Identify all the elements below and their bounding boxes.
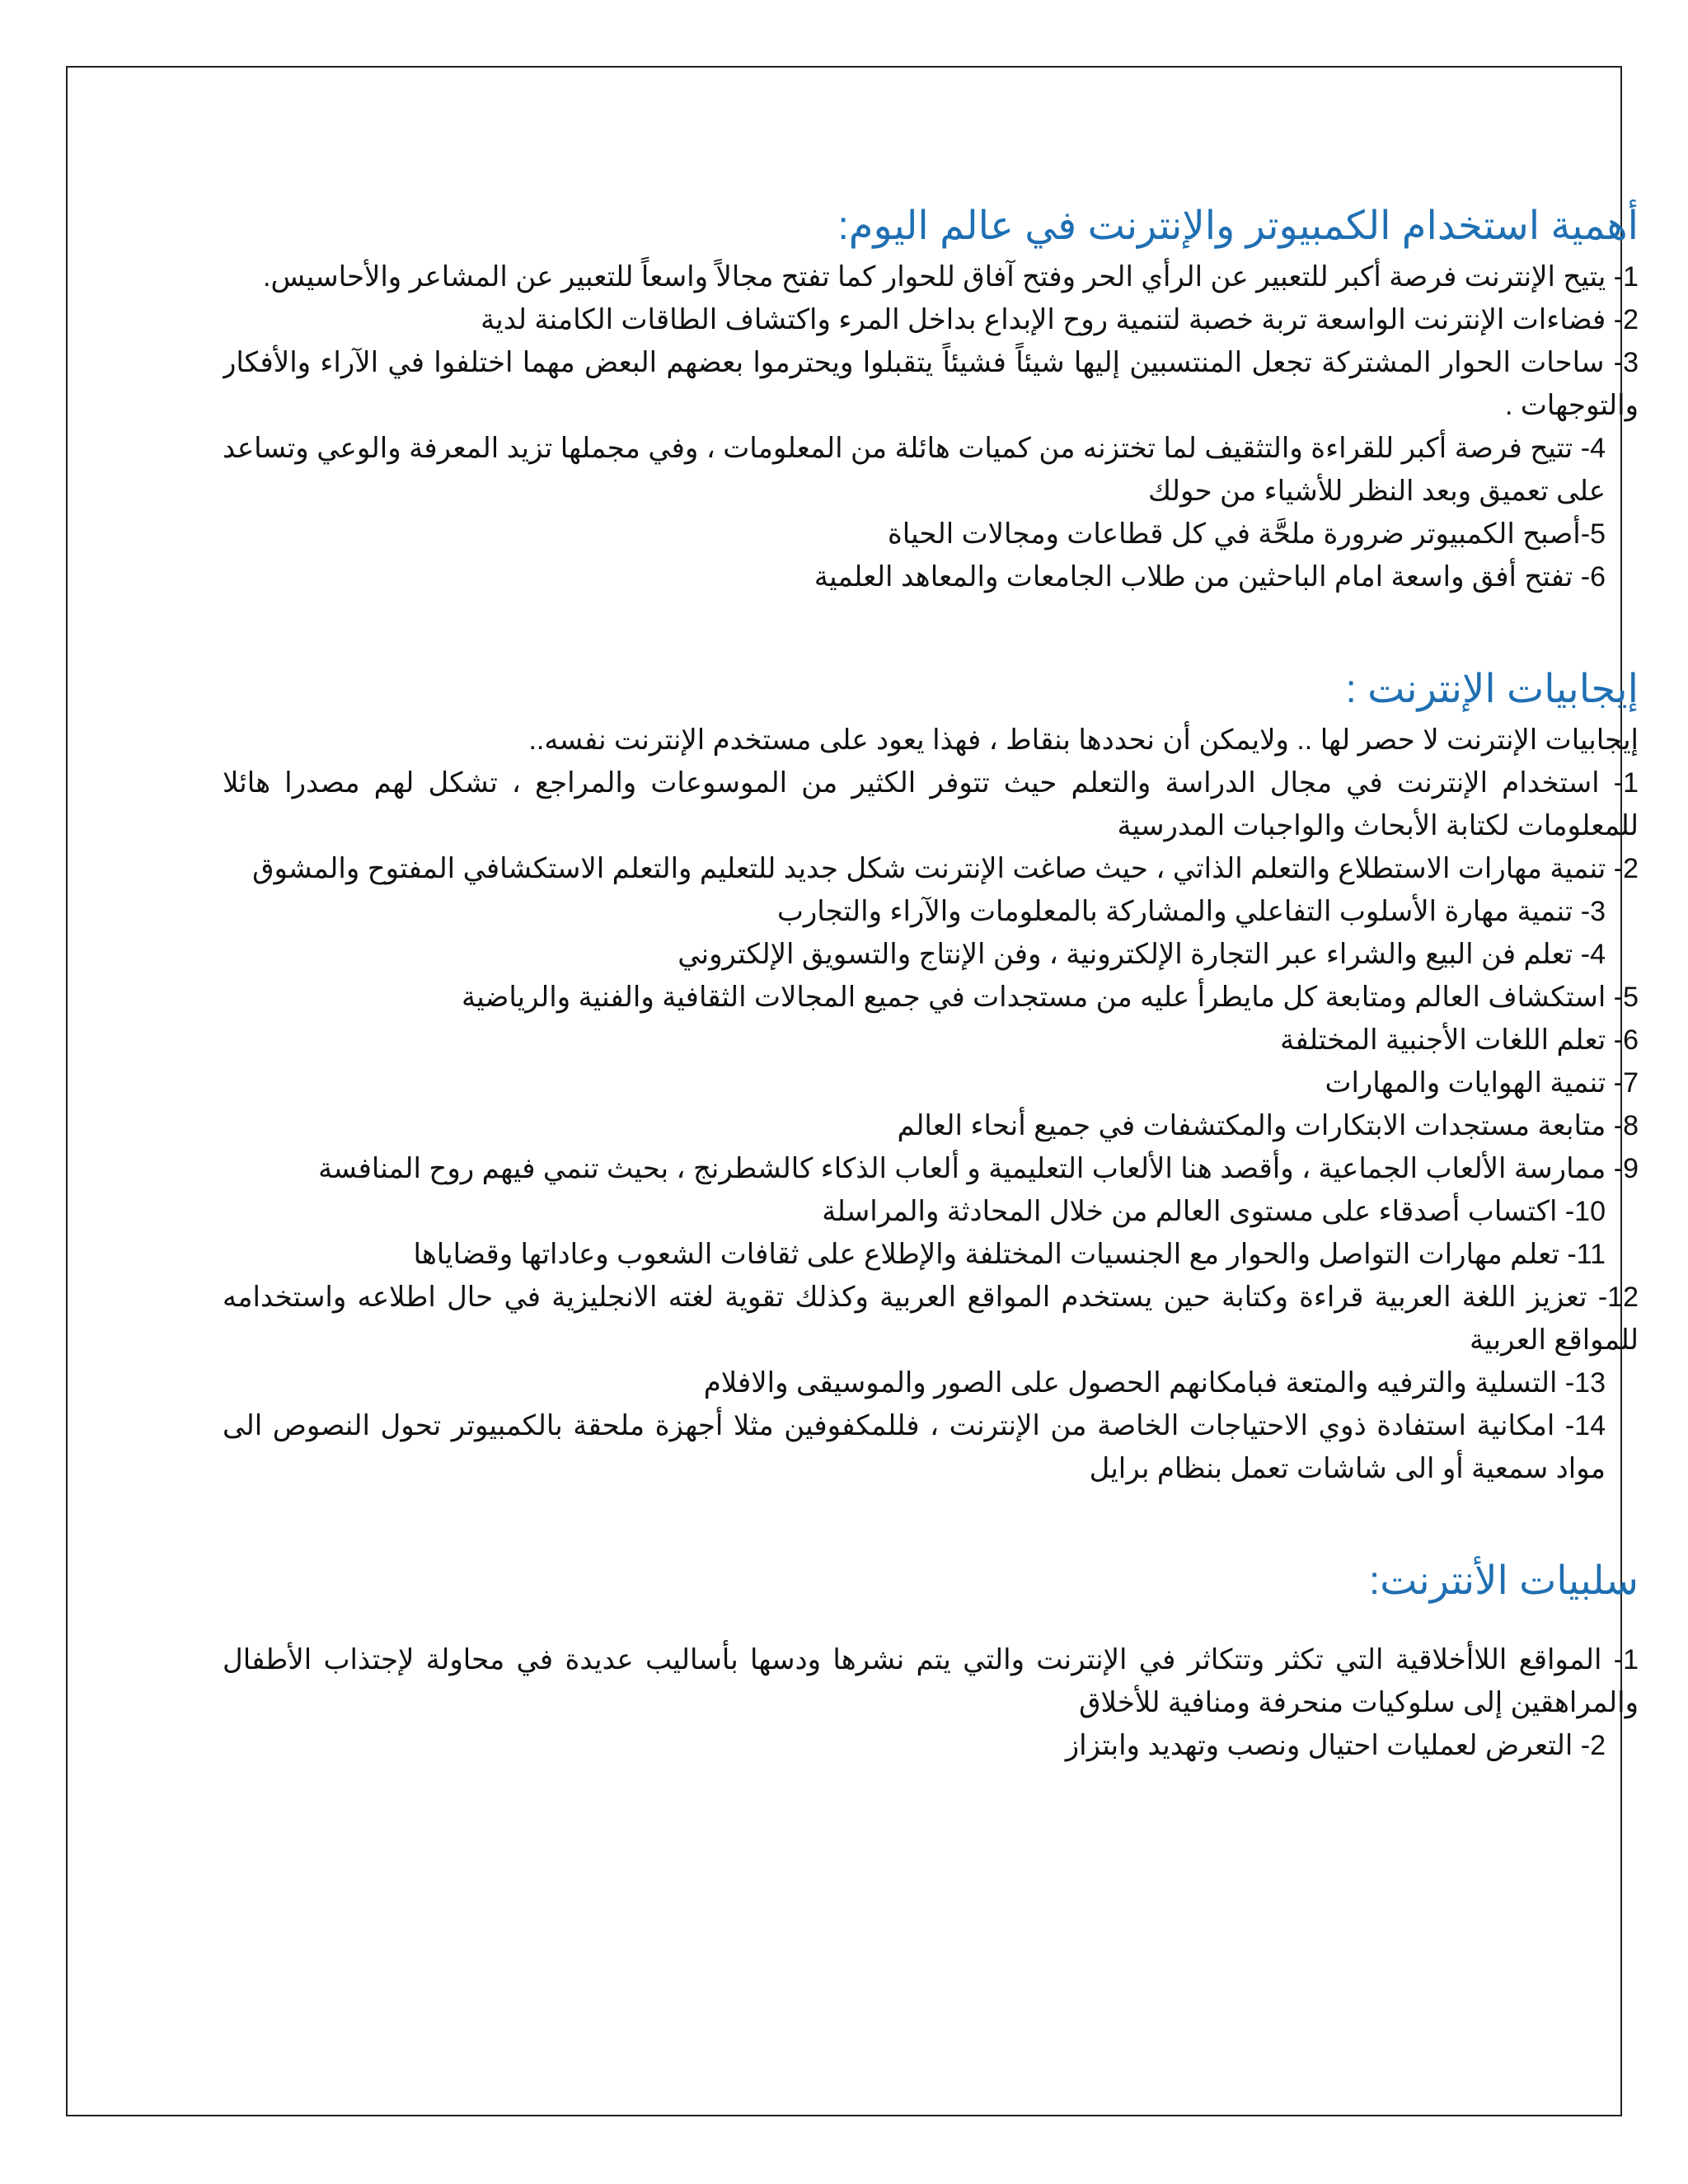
list-item: 2- فضاءات الإنترنت الواسعة تربة خصبة لتنمية روح الإبداع بداخل المرء واكتشاف الطاقات الكامنة لدية [481, 304, 1639, 335]
list-item: 1- يتيح الإنترنت فرصة أكبر للتعبير عن الرأي الحر وفتح آفاق للحوار كما تفتح مجالاً واسعاً للتعبير عن المشاعر والأحاسيس. [263, 261, 1639, 293]
list-item: 7- تنمية الهوايات والمهارات [1325, 1067, 1639, 1099]
list-item: 9- ممارسة الألعاب الجماعية ، وأقصد هنا الألعاب التعليمية و ألعاب الذكاء كالشطرنج ، بحيث تنمي فيهم روح المنافسة [318, 1153, 1639, 1184]
list-item: 1- المواقع اللاأخلاقية التي تكثر وتتكاثر في الإنترنت والتي يتم نشرها ودسها بأساليب عديدة في محاولة لإجتذاب الأطفال والمراهقين إلى سلوكيات منحرفة ومنافية للأخلاق [223, 1644, 1639, 1718]
section-title-positives: إيجابيات الإنترنت : [1345, 668, 1639, 711]
list-item: 6- تفتح أفق واسعة امام الباحثين من طلاب الجامعات والمعاهد العلمية [814, 561, 1606, 593]
section-intro: إيجابيات الإنترنت لا حصر لها .. ولايمكن أن نحددها بنقاط ، فهذا يعود على مستخدم الإنترنت نفسه.. [528, 724, 1639, 756]
list-item: 5-أصبح الكمبيوتر ضرورة ملحَّة في كل قطاعات ومجالات الحياة [887, 518, 1606, 550]
list-item: 12- تعزيز اللغة العربية قراءة وكتابة حين يستخدم المواقع العربية وكذلك تقوية لغته الانجليزية في حال اطلاعه واستخدامه للمواقع العربية [223, 1282, 1639, 1356]
list-item: 5- استكشاف العالم ومتابعة كل مايطرأ عليه من مستجدات في جميع المجالات الثقافية والفنية والرياضية [461, 982, 1639, 1013]
list-item: 4- تتيح فرصة أكبر للقراءة والتثقيف لما تختزنه من كميات هائلة من المعلومات ، وفي مجملها تزيد المعرفة والوعي وتساعد على تعميق وبعد النظر للأشياء من حولك [223, 433, 1606, 507]
list-item: 6- تعلم اللغات الأجنبية المختلفة [1280, 1024, 1639, 1056]
list-item: 3- تنمية مهارة الأسلوب التفاعلي والمشاركة بالمعلومات والآراء والتجارب [776, 896, 1606, 927]
list-item: 10- اكتساب أصدقاء على مستوى العالم من خلال المحادثة والمراسلة [822, 1196, 1606, 1227]
spacer [223, 598, 1639, 661]
document-body [223, 198, 1639, 2110]
list-item: 8- متابعة مستجدات الابتكارات والمكتشفات في جميع أنحاء العالم [897, 1110, 1639, 1141]
list-item: 13- التسلية والترفيه والمتعة فبامكانهم الحصول على الصور والموسيقى والافلام [703, 1367, 1606, 1399]
list-item: 4- تعلم فن البيع والشراء عبر التجارة الإلكترونية ، وفن الإنتاج والتسويق الإلكتروني [678, 939, 1606, 970]
list-item: 2- التعرض لعمليات احتيال ونصب وتهديد وابتزاز [1065, 1730, 1606, 1761]
spacer [223, 1490, 1639, 1553]
section-title-negatives: سلبيات الأنترنت: [1368, 1559, 1639, 1603]
spacer [223, 1610, 1639, 1638]
list-item: 11- تعلم مهارات التواصل والحوار مع الجنسيات المختلفة والإطلاع على ثقافات الشعوب وعاداتها وقضاياها [413, 1239, 1606, 1270]
list-item: 3- ساحات الحوار المشتركة تجعل المنتسبين إليها شيئاً فشيئاً يتقبلوا ويحترموا بعضهم البعض مهما اختلفوا في الآراء والأفكار والتوجهات . [223, 347, 1639, 421]
section-title-importance: أهمية استخدام الكمبيوتر والإنترنت في عالم اليوم: [837, 204, 1639, 248]
list-item: 1- استخدام الإنترنت في مجال الدراسة والتعلم حيث تتوفر الكثير من الموسوعات والمراجع ، تشكل لهم مصدرا هائلا للمعلومات لكتابة الأبحاث والواجبات المدرسية [223, 767, 1639, 841]
list-item: 14- امكانية استفادة ذوي الاحتياجات الخاصة من الإنترنت ، فللمكفوفين مثلا أجهزة ملحقة بالكمبيوتر تحول النصوص الى مواد سمعية أو الى شاشات تعمل بنظام برايل [223, 1410, 1606, 1484]
list-item: 2- تنمية مهارات الاستطلاع والتعلم الذاتي ، حيث صاغت الإنترنت شكل جديد للتعليم والتعلم الاستكشافي المفتوح والمشوق [252, 853, 1639, 884]
